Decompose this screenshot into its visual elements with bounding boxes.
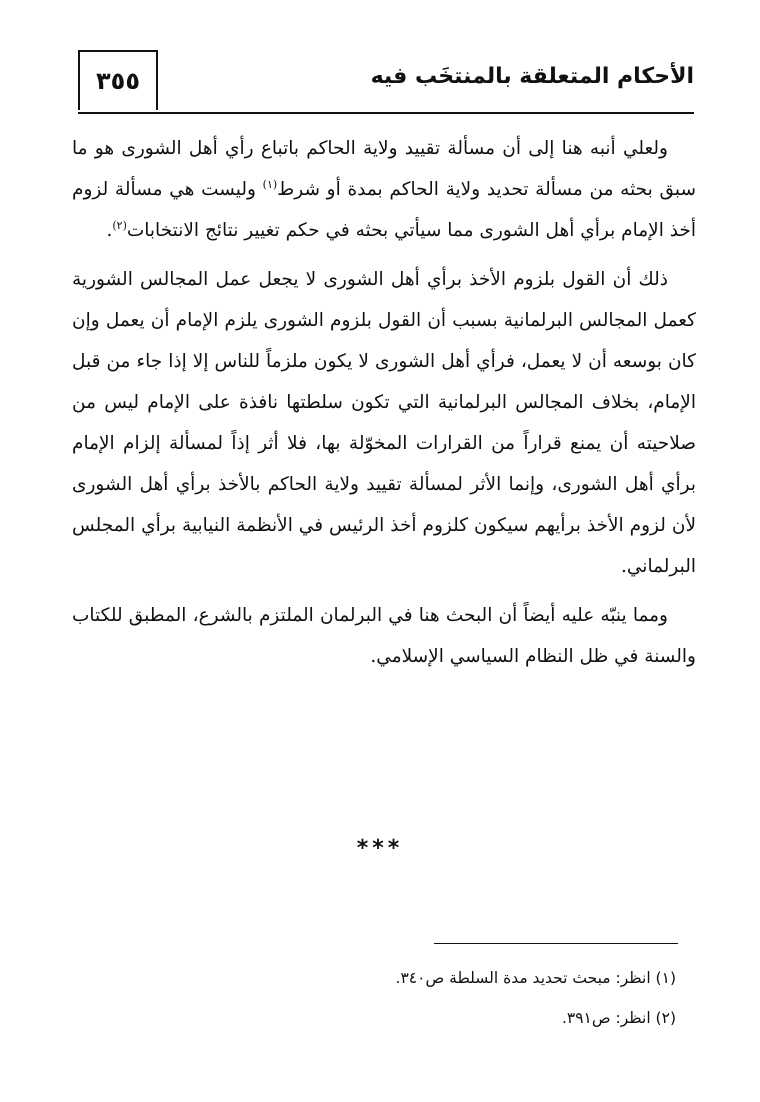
paragraph-1-text: ولعلي أنبه هنا إلى أن مسألة تقييد ولاية الحاكم باتباع رأي أهل الشورى هو ما سبق بحثه من مسألة تحديد ولاية الحاكم بمدة أو شرط xyxy=(72,138,696,200)
paragraph-1 xyxy=(72,128,696,251)
page-number: ٣٥٥ xyxy=(78,50,158,110)
running-title: الأحكام المتعلقة بالمنتخَب فيه xyxy=(370,64,694,89)
page-header xyxy=(78,50,694,114)
footnotes xyxy=(72,958,676,1038)
footnote-ref-1: (١) xyxy=(262,177,278,191)
footnote-2: (٢) انظر: ص٣٩١. xyxy=(561,1009,676,1027)
footnote-1: (١) انظر: مبحث تحديد مدة السلطة ص٣٤٠. xyxy=(395,969,676,987)
paragraph-3: ومما ينبّه عليه أيضاً أن البحث هنا في البرلمان الملتزم بالشرع، المطبق للكتاب والسنة في ظل النظام السياسي الإسلامي. xyxy=(72,605,696,667)
paragraph-1-end: . xyxy=(106,220,113,241)
paragraph-1-text-2: وليست هي مسألة لزوم أخذ الإمام برأي أهل الشورى مما سيأتي بحثه في حكم تغيير نتائج الانتخابات xyxy=(72,179,696,241)
footnote-divider xyxy=(434,943,678,944)
body-text xyxy=(72,128,696,685)
section-separator: *** xyxy=(356,836,404,861)
footnote-ref-2: (٢) xyxy=(112,218,127,232)
paragraph-2: ذلك أن القول بلزوم الأخذ برأي أهل الشورى لا يجعل عمل المجالس الشورية كعمل المجالس البرلمانية بسبب أن القول بلزوم الشورى يلزم الإمام أن يعمل وإن كان بوسعه أن لا يعمل، فرأي أهل الشورى لا يكون ملزماً للناس إلا إذا جاء من قبل الإمام، بخلاف المجالس البرلمانية التي تكون سلطتها نافذة على الإمام ليس من صلاحيته أن يمنع قراراً من القرارات المخوّلة بها، فلا أثر إذاً لمسألة إلزام الإمام برأي أهل الشورى، وإنما الأثر لمسألة تقييد ولاية الحاكم بالأخذ برأي أهل الشورى لأن لزوم الأخذ برأيهم سيكون كلزوم أخذ الرئيس في الأنظمة النيابية برأي المجلس البرلماني. xyxy=(72,269,696,577)
